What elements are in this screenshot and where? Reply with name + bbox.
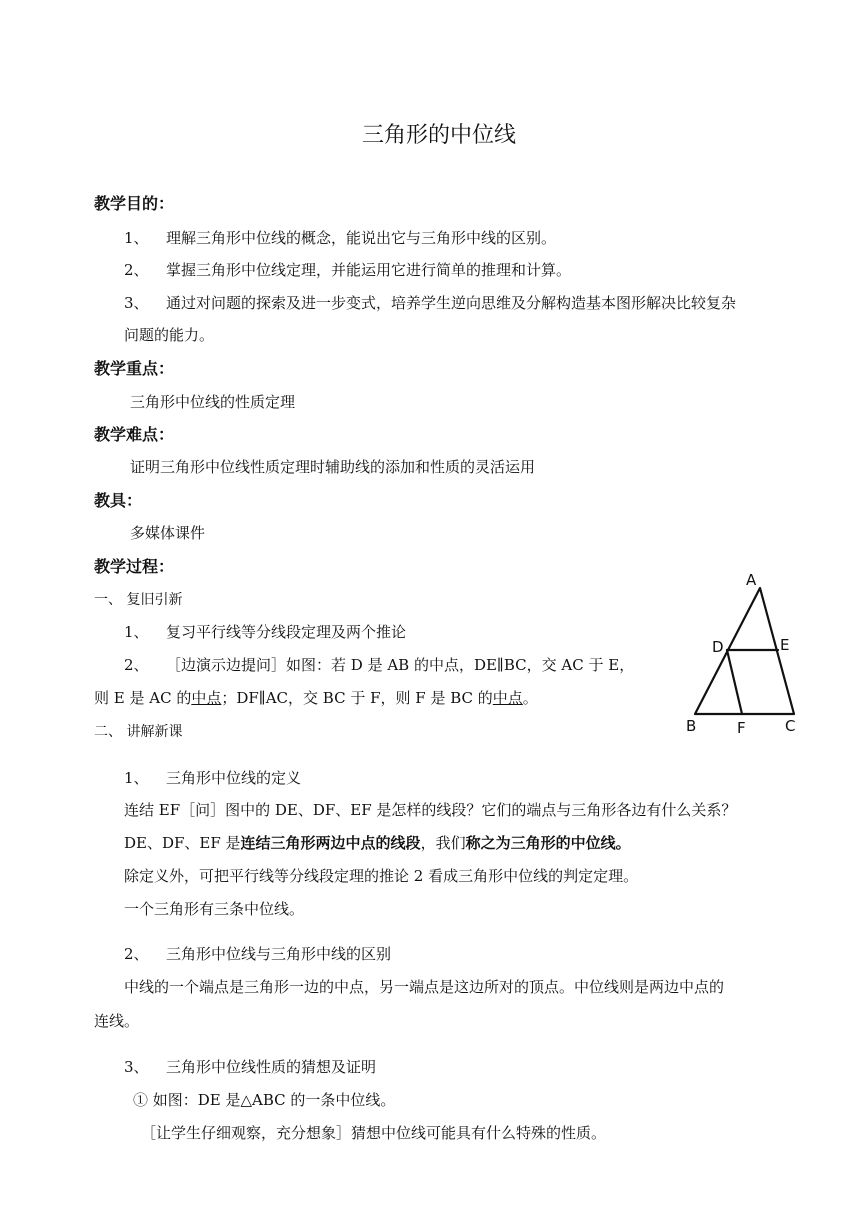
sec2-heading	[124, 944, 391, 964]
goal-text-3: 通过对问题的探索及进一步变式，培养学生逆向思维及分解构造基本图形解决比较复杂	[166, 294, 737, 312]
review-cont-part-1: 则 E 是 AC 的	[94, 689, 192, 707]
review-num-1: 1、	[124, 623, 149, 641]
review-item-2	[124, 655, 634, 675]
review-text-1: 复习平行线等分线段定理及两个推论	[166, 623, 407, 641]
sec1-para-2b: 连结三角形两边中点的线段	[240, 834, 421, 852]
sec1-para-2c: ，我们	[420, 834, 466, 852]
review-item-1	[124, 622, 406, 642]
sec2-para-1: 中线的一个端点是三角形一边的中点，另一端点是这边所对的顶点。中位线则是两边中点的	[124, 978, 725, 996]
tools-text: 多媒体课件	[130, 524, 206, 542]
sec1-para-4: 一个三角形有三条中位线。	[124, 900, 305, 918]
sec1-para-3: 除定义外，可把平行线等分线段定理的推论 2 看成三角形中位线的判定定理。	[124, 867, 639, 885]
sec1-para-1: 连结 EF［问］图中的 DE、DF、EF 是怎样的线段？它们的端点与三角形各边有什么关系？	[124, 801, 737, 819]
key-heading: 教学重点：	[94, 359, 175, 378]
goal-num-1: 1、	[124, 229, 149, 247]
goal-text-2: 掌握三角形中位线定理，并能运用它进行简单的推理和计算。	[166, 261, 572, 279]
goal-num-3: 3、	[124, 294, 149, 312]
sec2-para-1-cont: 连线。	[94, 1012, 140, 1030]
segment-df	[727, 650, 742, 714]
label-b: B	[686, 717, 697, 735]
sec2-num: 2、	[124, 945, 149, 963]
key-text: 三角形中位线的性质定理	[130, 393, 296, 411]
triangle-figure	[683, 568, 803, 738]
review-underline-2: 中点	[492, 689, 523, 707]
goal-item-3-cont: 问题的能力。	[124, 326, 215, 344]
process-heading: 教学过程：	[94, 557, 175, 576]
sec1-para-2a: DE、DF、EF 是	[124, 834, 241, 852]
sec1-para-2d: 称之为三角形的中位线。	[465, 834, 631, 852]
review-text-2: ［边演示边提问］如图：若 D 是 AB 的中点，DE∥BC，交 AC 于 E，	[166, 656, 635, 674]
label-e: E	[780, 636, 790, 654]
difficulty-text: 证明三角形中位线性质定理时辅助线的添加和性质的灵活运用	[130, 458, 536, 476]
goal-heading: 教学目的：	[94, 194, 175, 213]
label-d: D	[712, 638, 724, 656]
sec3-para-1: ① 如图：DE 是△ABC 的一条中位线。	[133, 1091, 396, 1109]
sec3-title: 三角形中位线性质的猜想及证明	[166, 1058, 377, 1076]
sec1-heading	[124, 768, 301, 788]
label-a: A	[746, 571, 757, 589]
sec3-num: 3、	[124, 1058, 149, 1076]
tools-heading: 教具：	[94, 491, 143, 510]
label-c: C	[785, 717, 796, 735]
label-f: F	[737, 719, 746, 737]
review-cont-part-2: ；DF∥AC，交 BC 于 F，则 F 是 BC 的	[221, 689, 493, 707]
sec3-heading	[124, 1057, 376, 1077]
page-title: 三角形的中位线	[362, 123, 517, 148]
sec1-num: 1、	[124, 769, 149, 787]
goal-num-2: 2、	[124, 261, 149, 279]
goal-item-2	[124, 260, 571, 280]
sec3-para-2: ［让学生仔细观察，充分想象］猜想中位线可能具有什么特殊的性质。	[141, 1124, 607, 1142]
goal-item-3	[124, 293, 736, 313]
goal-text-1: 理解三角形中位线的概念，能说出它与三角形中线的区别。	[166, 229, 557, 247]
review-num-2: 2、	[124, 656, 149, 674]
review-cont-part-3: 。	[522, 689, 538, 707]
sec1-title: 三角形中位线的定义	[166, 769, 302, 787]
sec1-para-2	[124, 833, 631, 853]
review-item-2-cont	[94, 688, 538, 708]
difficulty-heading: 教学难点：	[94, 425, 175, 444]
part1-label: 一、 复旧引新	[94, 592, 183, 608]
review-underline-1: 中点	[191, 689, 222, 707]
sec2-title: 三角形中位线与三角形中线的区别	[166, 945, 392, 963]
goal-item-1	[124, 228, 556, 248]
part2-label: 二、 讲解新课	[94, 724, 183, 740]
